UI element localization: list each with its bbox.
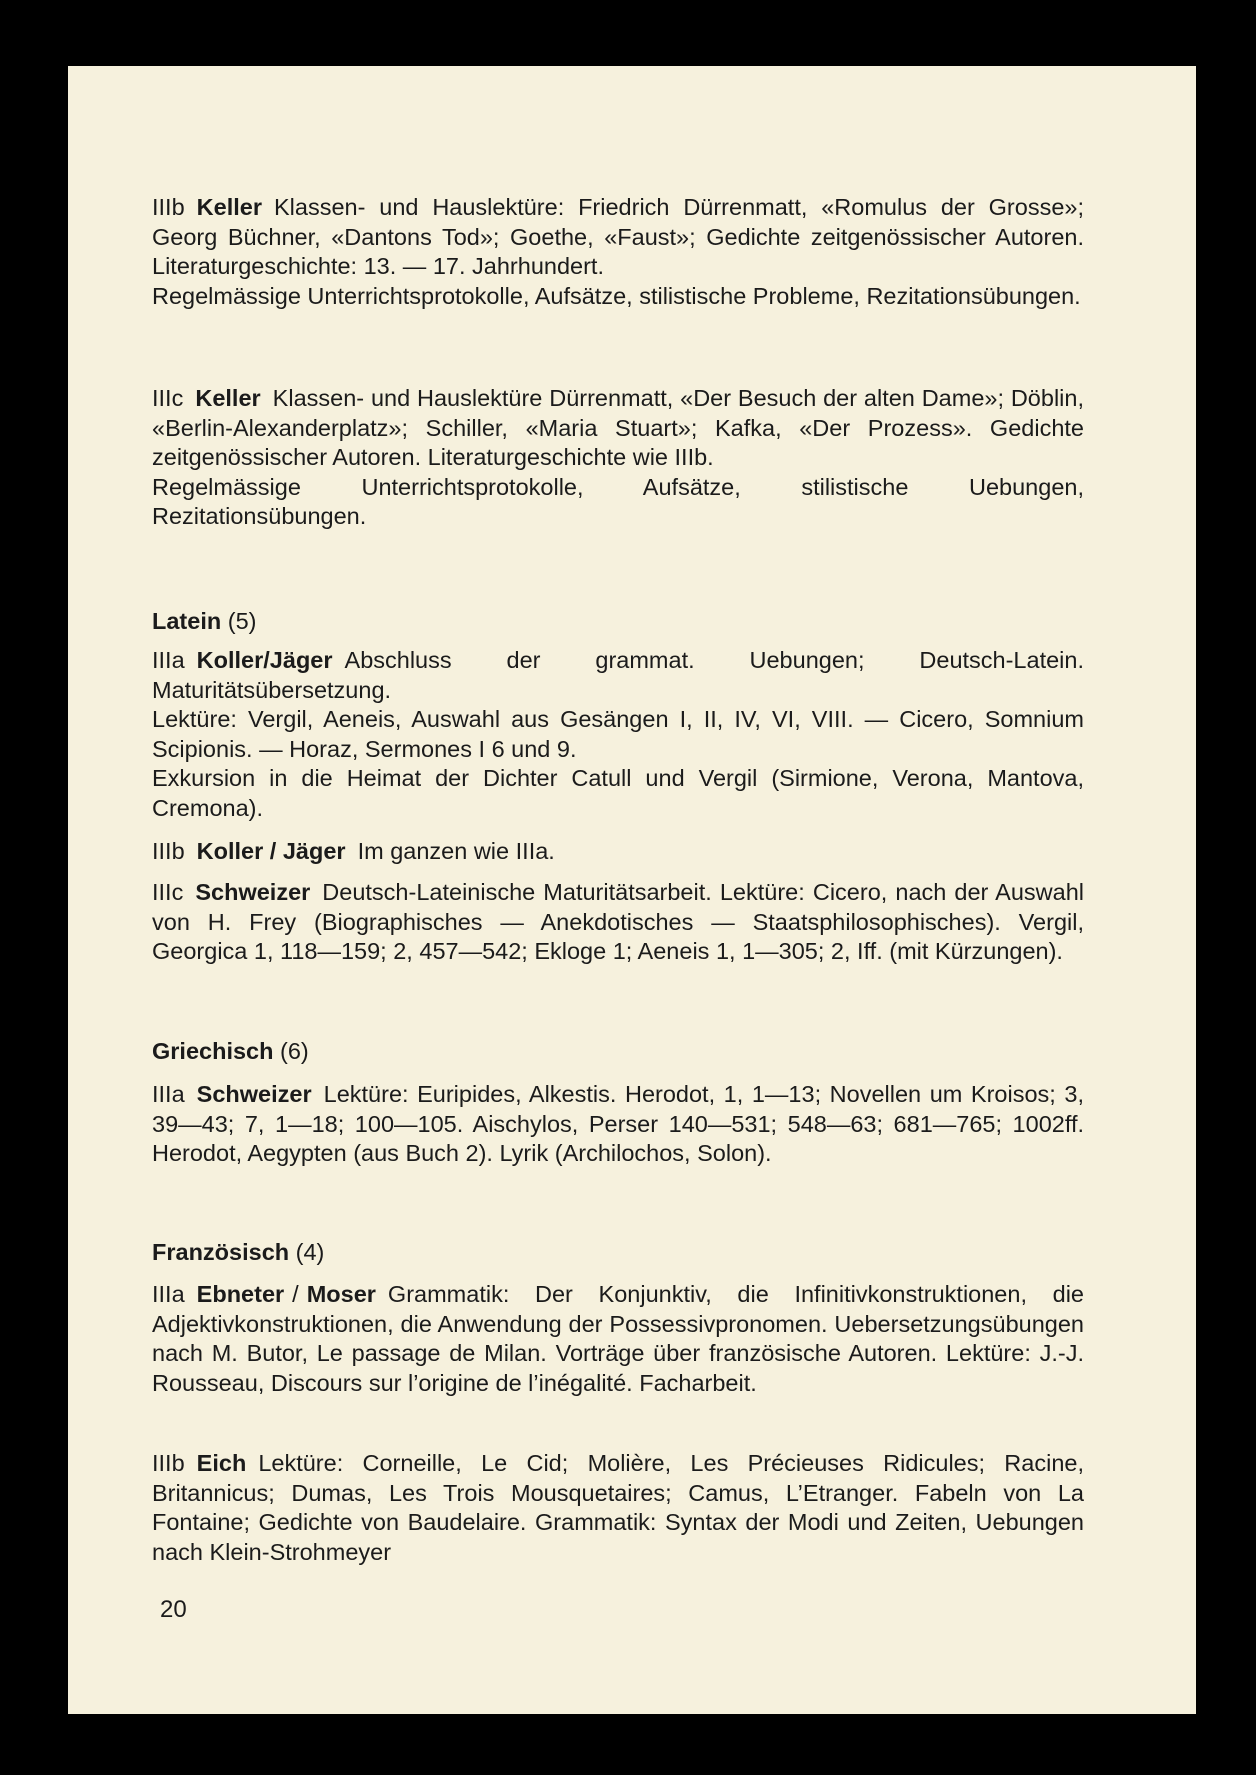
class-code: IIIc bbox=[152, 385, 184, 411]
entry-paragraph: Exkursion in die Heimat der Dichter Catull und Vergil (Sirmione, Verona, Mantova, Cremona). bbox=[152, 765, 1084, 821]
entry-paragraph: Regelmässige Unterrichtsprotokolle, Aufsätze, stilistische Uebungen, Rezitationsübungen. bbox=[152, 473, 1084, 529]
griechisch-heading bbox=[152, 1037, 1084, 1067]
franzoesisch-iiib-entry bbox=[152, 1449, 1084, 1567]
entry-text: Deutsch-Lateinische Maturitätsarbeit. Lektüre: Cicero, nach der Auswahl von H. Frey (Biographisches — Anekdotisches — Staatsphilosophisches). Vergil, Georgica 1, 118—159; 2, 457—542; Ekloge 1; Aeneis 1, 1—305; 2, Iff. (mit Kürzungen). bbox=[152, 879, 1084, 964]
class-code: IIIb bbox=[152, 838, 185, 864]
latein-heading bbox=[152, 607, 1084, 637]
entry-text: Im ganzen wie IIIa. bbox=[357, 838, 555, 864]
teacher-separator: / bbox=[292, 1281, 299, 1307]
entry-text: Klassen- und Hauslektüre: Friedrich Dürrenmatt, «Romulus der Grosse»; Georg Büchner, «Dantons Tod»; Goethe, «Faust»; Gedichte zeitgenössischer Autoren. Literaturgeschichte: 13. — 17. Jahrhundert. bbox=[152, 194, 1084, 279]
subject-heading: Latein bbox=[152, 608, 222, 634]
entry-paragraph: Regelmässige Unterrichtsprotokolle, Aufsätze, stilistische Probleme, Rezitationsübungen. bbox=[152, 282, 1081, 309]
subject-heading: Französisch bbox=[152, 1239, 290, 1265]
teacher-name: Schweizer bbox=[195, 879, 311, 905]
class-code: IIIa bbox=[152, 1081, 185, 1107]
teacher-name: Eich bbox=[196, 1450, 247, 1476]
subject-hours: (6) bbox=[280, 1038, 309, 1064]
teacher-name: Koller/Jäger bbox=[196, 647, 333, 673]
class-code: IIIc bbox=[152, 879, 184, 905]
class-code: IIIa bbox=[152, 647, 185, 673]
teacher-name: Keller bbox=[196, 194, 262, 220]
deutsch-iiib-entry bbox=[152, 193, 1084, 311]
entry-paragraph bbox=[152, 1280, 1084, 1398]
entry-paragraph: Lektüre: Vergil, Aeneis, Auswahl aus Gesängen I, II, IV, VI, VIII. — Cicero, Somnium Scipionis. — Horaz, Sermones I 6 und 9. bbox=[152, 706, 1084, 762]
entry-text: Klassen- und Hauslektüre Dürrenmatt, «Der Besuch der alten Dame»; Döblin, «Berlin-Alexanderplatz»; Schiller, «Maria Stuart»; Kafka, «Der Prozess». Gedichte zeitgenössischer Autoren. Literaturgeschichte wie IIIb. bbox=[152, 385, 1084, 470]
subject-hours: (4) bbox=[295, 1239, 325, 1265]
class-code: IIIb bbox=[152, 1450, 185, 1476]
teacher-name: Keller bbox=[195, 385, 261, 411]
entry-paragraph bbox=[152, 646, 1084, 705]
entry-text: Lektüre: Corneille, Le Cid; Molière, Les Précieuses Ridicules; Racine, Britannicus; Dumas, Les Trois Mousquetaires; Camus, L’Etranger. Fabeln von La Fontaine; Gedichte von Baudelaire. Grammatik: Syntax der Modi und Zeiten, Uebungen nach Klein-Strohmeyer bbox=[152, 1450, 1084, 1565]
griechisch-iiia-entry bbox=[152, 1080, 1084, 1169]
teacher-name: Ebneter bbox=[196, 1281, 285, 1307]
entry-text: Abschluss der grammat. Uebungen; Deutsch-Latein. Maturitätsübersetzung. bbox=[152, 647, 1084, 703]
entry-paragraph bbox=[152, 193, 1084, 282]
page-number: 20 bbox=[160, 1596, 187, 1623]
latein-iiic-entry bbox=[152, 878, 1084, 967]
entry-paragraph bbox=[152, 837, 1084, 867]
franzoesisch-iiia-entry bbox=[152, 1280, 1084, 1398]
teacher-name: Schweizer bbox=[196, 1081, 312, 1107]
document-page bbox=[68, 66, 1196, 1714]
latein-iiia-entry bbox=[152, 646, 1084, 823]
latein-iiib-entry bbox=[152, 837, 1084, 867]
entry-paragraph bbox=[152, 1080, 1084, 1169]
subject-hours: (5) bbox=[227, 608, 257, 634]
deutsch-iiic-entry bbox=[152, 384, 1084, 532]
entry-text: Lektüre: Euripides, Alkestis. Herodot, 1, 1—13; Novellen um Kroisos; 3, 39—43; 7, 1—18; 100—105. Aischylos, Perser 140—531; 548—63; 681—765; 1002ff. Herodot, Aegypten (aus Buch 2). Lyrik (Archilochos, Solon). bbox=[152, 1081, 1084, 1166]
entry-paragraph bbox=[152, 1449, 1084, 1567]
entry-paragraph bbox=[152, 878, 1084, 967]
entry-text: Grammatik: Der Konjunktiv, die Infinitivkonstruktionen, die Adjektivkonstruktionen, die Anwendung der Possessivpronomen. Uebersetzungsübungen nach M. Butor, Le passage de Milan. Vorträge über französische Autoren. Lektüre: J.-J. Rousseau, Discours sur l’origine de l’inégalité. Facharbeit. bbox=[152, 1281, 1084, 1396]
subject-heading: Griechisch bbox=[152, 1038, 274, 1064]
class-code: IIIb bbox=[152, 194, 185, 220]
teacher-name: Moser bbox=[306, 1281, 376, 1307]
franzoesisch-heading bbox=[152, 1238, 1084, 1268]
teacher-name: Koller / Jäger bbox=[196, 838, 346, 864]
entry-paragraph bbox=[152, 384, 1084, 473]
class-code: IIIa bbox=[152, 1281, 185, 1307]
